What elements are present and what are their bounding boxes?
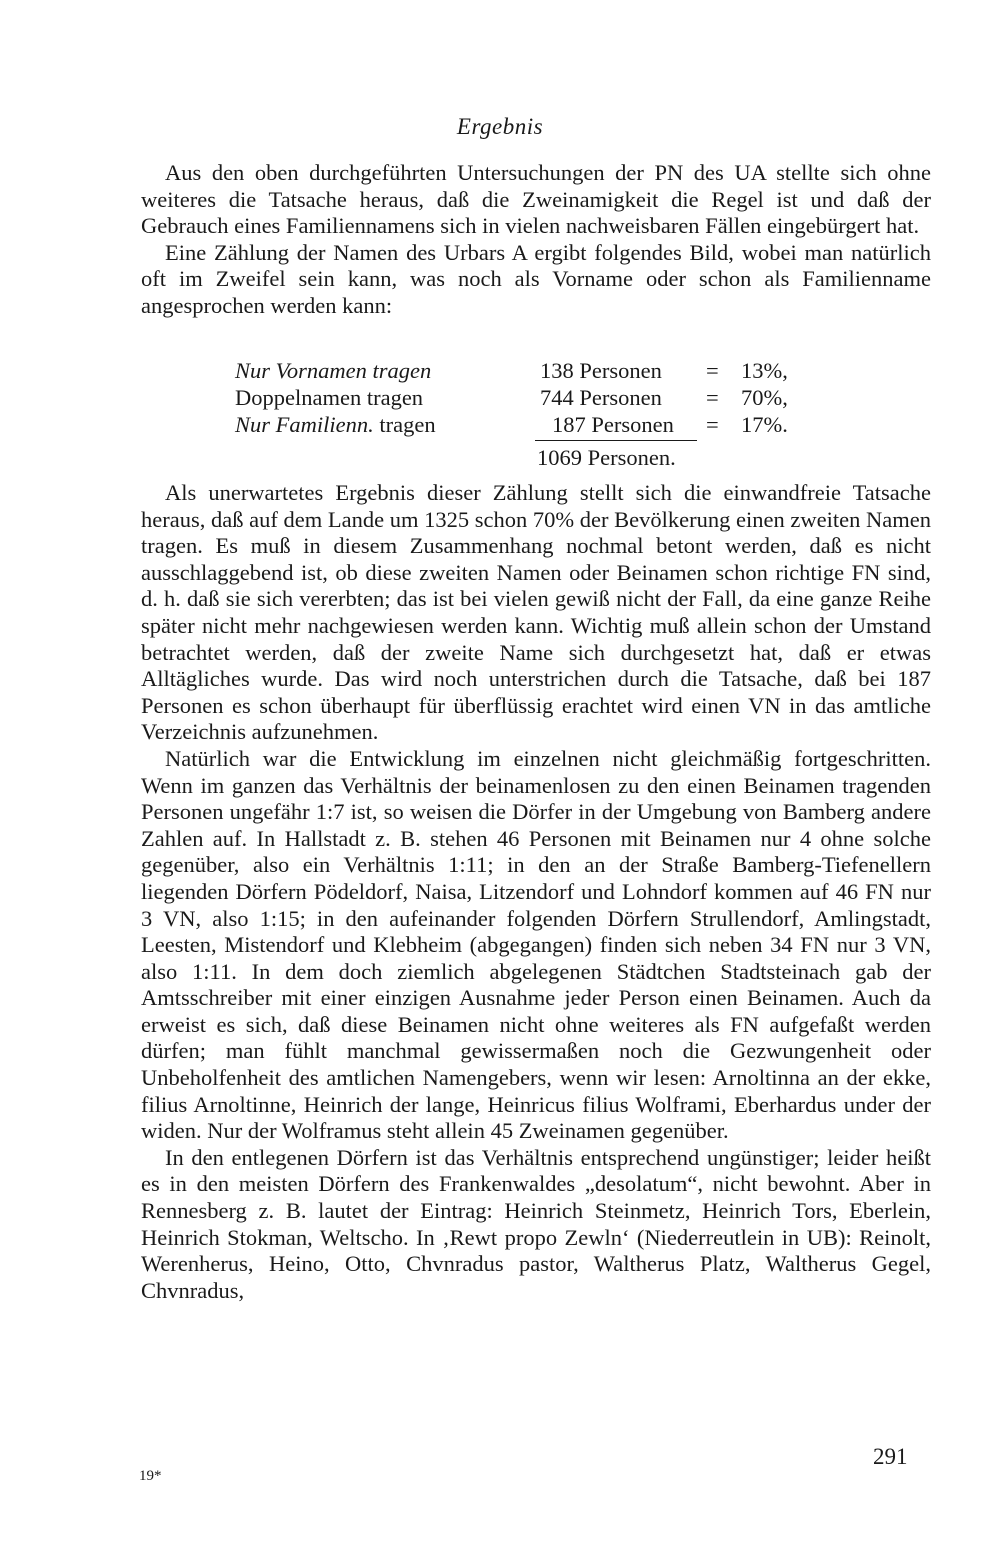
- section-heading: Ergebnis: [456, 114, 544, 139]
- row-count: 138 Personen: [540, 358, 662, 383]
- sheet-signature: 19*: [139, 1468, 162, 1484]
- paragraph: Als unerwartetes Ergebnis dieser Zählung stellt sich die einwandfreie Tatsache heraus, daß auf dem Lande um 1325 schon 70% der Bevölkerung einen zweiten Namen tragen. Es muß in diesem Zusammenhang nochmal betont werden, daß es nicht ausschlaggebend ist, ob diese zweiten Namen oder Beinamen schon richtige FN sind, d. h. daß sie sich vererbten; das ist bei vielen gewiß nicht der Fall, da eine ganze Reihe später nicht mehr nachgewiesen werden kann. Wichtig muß allein schon der Umstand betrachtet werden, daß der zweite Name sich durchgesetzt hat, daß er etwas Alltägliches wurde. Das wird noch unterstrichen durch die Tatsache, daß bei 187 Personen es schon überhaupt für überflüssig erachtet wird einen VN in das amtliche Verzeichnis aufzunehmen.: [141, 480, 931, 745]
- text-block-analysis: [141, 480, 931, 1304]
- paragraph: Aus den oben durchgeführten Untersuchungen der PN des UA stellte sich ohne weiteres die Tatsache heraus, daß die Zweinamigkeit die Regel ist und daß der Gebrauch eines Familiennamens sich in vielen nachweisbaren Fällen eingebürgert hat.: [141, 160, 931, 239]
- sum-rule: [535, 440, 697, 441]
- row-count: 187 Personen: [552, 412, 674, 437]
- paragraph: Eine Zählung der Namen des Urbars A ergibt folgendes Bild, wobei man natürlich oft im Zweifel sein kann, was noch als Vorname oder schon als Familienname angesprochen werden kann:: [141, 239, 931, 318]
- row-label: Doppelnamen tragen: [235, 385, 424, 410]
- paragraph: Natürlich war die Entwicklung im einzelnen nicht gleichmäßig fortgeschritten. Wenn im ganzen das Verhältnis der beinamenlosen zu den einen Beinamen tragenden Personen ungefähr 1:7 ist, so weisen die Dörfer in der Umgebung von Bamberg andere Zahlen auf. In Hallstadt z. B. stehen 46 Personen mit Beinamen nur 4 ohne solche gegenüber, also ein Verhältnis 1:11; in den an der Straße Bamberg-Tiefenellern liegenden Dörfern Pödeldorf, Naisa, Litzendorf und Lohndorf kommen auf 46 FN nur 3 VN, also 1:15; in den aufeinander folgenden Dörfern Strullendorf, Amlingstadt, Leesten, Mistendorf und Klebheim (abgegangen) finden sich neben 34 FN nur 3 VN, also 1:11. In dem doch ziemlich abgelegenen Städtchen Stadtsteinach gab der Amtsschreiber mit einer einzigen Ausnahme jeder Person einen Beinamen. Auch da erweist es sich, daß diese Beinamen nicht ohne weiteres als FN aufgefaßt werden dürfen; man fühlt manchmal gewissermaßen noch die Gezwungenheit oder Unbeholfenheit des amtlichen Namengebers, wenn wir lesen: Arnoltinna an der ekke, filius Arnoltinne, Heinrich der lange, Heinricus filius Wolframi, Eberhardus under der widen. Nur der Wolframus steht allein 45 Zweinamen gegenüber.: [141, 745, 931, 1144]
- text-block-intro: [141, 160, 931, 320]
- equals-sign: =: [706, 385, 719, 410]
- row-percent: 17%.: [741, 412, 788, 437]
- row-percent: 70%,: [741, 385, 788, 410]
- row-percent: 13%,: [741, 358, 788, 383]
- row-count: 744 Personen: [540, 385, 662, 410]
- equals-sign: =: [706, 358, 719, 383]
- row-label: Nur Familienn. tragen: [235, 412, 436, 437]
- table-row: [0, 358, 1000, 385]
- page-number: 291: [873, 1444, 908, 1469]
- row-label: Nur Vornamen tragen: [235, 358, 432, 383]
- table-row: [0, 412, 1000, 439]
- total-count: 1069 Personen.: [537, 445, 676, 470]
- table-row: [0, 385, 1000, 412]
- name-count-table: [0, 358, 1000, 473]
- equals-sign: =: [706, 412, 719, 437]
- paragraph: In den entlegenen Dörfern ist das Verhältnis entsprechend ungünstiger; leider heißt es in den meisten Dörfern des Frankenwaldes „desolatum“, nicht bewohnt. Aber in Rennesberg z. B. lautet der Eintrag: Heinrich Steinmetz, Heinrich Tors, Eberlein, Heinrich Stokman, Weltscho. In ‚Rewt propo Zewln‘ (Niederreutlein in UB): Reinolt, Werenherus, Heino, Otto, Chvnradus pastor, Waltherus Platz, Waltherus Gegel, Chvnradus,: [141, 1144, 931, 1303]
